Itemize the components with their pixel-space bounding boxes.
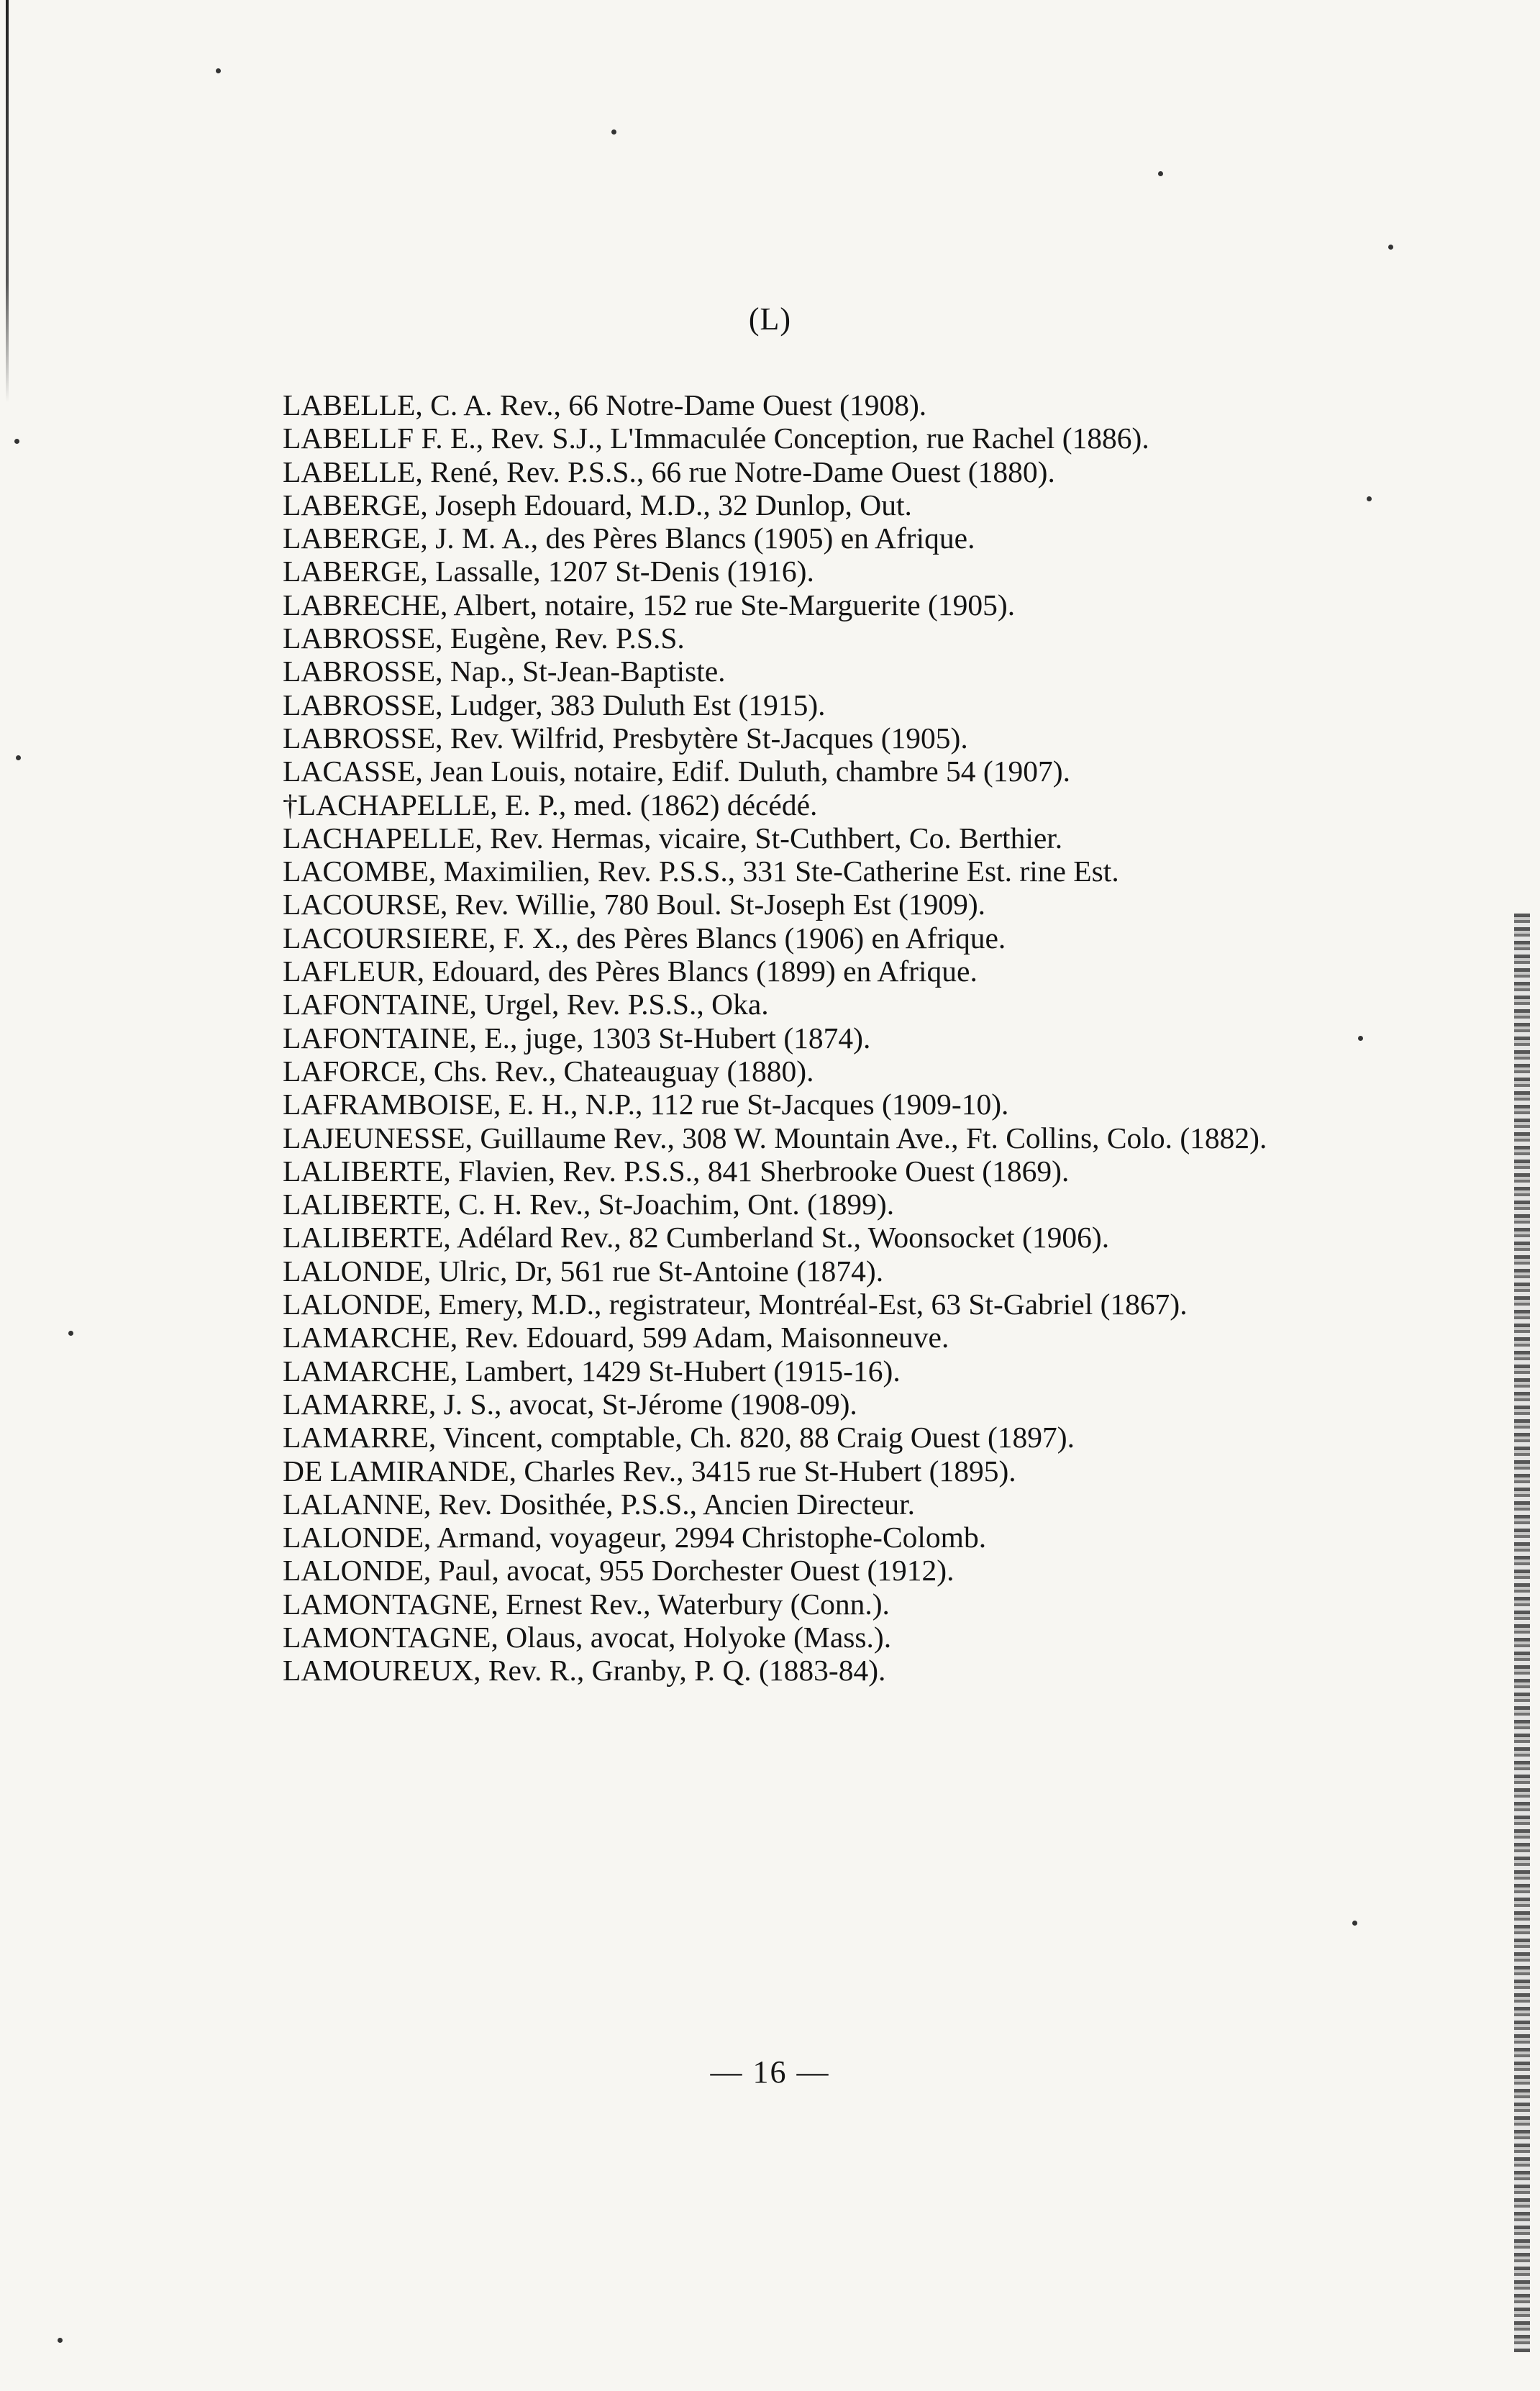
- scan-speck: [1158, 171, 1163, 176]
- directory-entry: LALONDE, Emery, M.D., registrateur, Montréal-Est, 63 St-Gabriel (1867).: [283, 1288, 1188, 1321]
- scan-speck: [16, 755, 21, 760]
- directory-entry: LALIBERTE, Flavien, Rev. P.S.S., 841 Sherbrooke Ouest (1869).: [283, 1154, 1070, 1188]
- scan-speck: [1367, 496, 1372, 501]
- directory-entry: LABROSSE, Ludger, 383 Duluth Est (1915).: [283, 688, 826, 721]
- directory-entry: LALONDE, Armand, voyageur, 2994 Christophe-Colomb.: [283, 1521, 987, 1554]
- directory-entry: LABELLE, René, Rev. P.S.S., 66 rue Notre-Dame Ouest (1880).: [283, 455, 1055, 488]
- directory-entry: LABELLF F. E., Rev. S.J., L'Immaculée Conception, rue Rachel (1886).: [283, 422, 1149, 455]
- directory-entry: LABROSSE, Eugène, Rev. P.S.S.: [283, 621, 685, 655]
- scan-speck: [68, 1331, 73, 1336]
- directory-entry: LABROSSE, Rev. Wilfrid, Presbytère St-Jacques (1905).: [283, 721, 968, 755]
- scan-speck: [1358, 1036, 1363, 1041]
- directory-entry: LABERGE, J. M. A., des Pères Blancs (1905) en Afrique.: [283, 522, 975, 555]
- directory-entry: LACOURSIERE, F. X., des Pères Blancs (1906) en Afrique.: [283, 921, 1006, 955]
- directory-entry: LALONDE, Ulric, Dr, 561 rue St-Antoine (1874).: [283, 1254, 884, 1288]
- directory-entry: LAMOUREUX, Rev. R., Granby, P. Q. (1883-84).: [283, 1654, 886, 1688]
- directory-entry: LAMARCHE, Rev. Edouard, 599 Adam, Maisonneuve.: [283, 1321, 949, 1354]
- scan-speck: [14, 439, 19, 444]
- scan-speck: [1388, 245, 1393, 250]
- directory-entry: LAMONTAGNE, Ernest Rev., Waterbury (Conn.).: [283, 1587, 890, 1621]
- directory-entry: LALONDE, Paul, avocat, 955 Dorchester Ouest (1912).: [283, 1554, 954, 1588]
- directory-entry: LABERGE, Lassalle, 1207 St-Denis (1916).: [283, 555, 814, 588]
- directory-entry: LAFONTAINE, E., juge, 1303 St-Hubert (1874).: [283, 1021, 871, 1055]
- directory-entry: LACHAPELLE, Rev. Hermas, vicaire, St-Cuthbert, Co. Berthier.: [283, 821, 1063, 855]
- scan-edge-left: [6, 0, 9, 403]
- directory-entry: LAFLEUR, Edouard, des Pères Blancs (1899) en Afrique.: [283, 955, 978, 988]
- scan-speck: [58, 2338, 63, 2343]
- directory-list: [283, 388, 1275, 1688]
- directory-entry: LABROSSE, Nap., St-Jean-Baptiste.: [283, 655, 726, 688]
- directory-entry: LALANNE, Rev. Dosithée, P.S.S., Ancien Directeur.: [283, 1487, 916, 1521]
- scan-speck: [216, 68, 221, 73]
- scan-speck: [1352, 1921, 1357, 1926]
- directory-entry: DE LAMIRANDE, Charles Rev., 3415 rue St-Hubert (1895).: [283, 1454, 1016, 1488]
- directory-entry: LABELLE, C. A. Rev., 66 Notre-Dame Ouest (1908).: [283, 388, 927, 422]
- directory-entry: LALIBERTE, C. H. Rev., St-Joachim, Ont. (1899).: [283, 1188, 895, 1221]
- page-number: — 16 —: [710, 2054, 830, 2090]
- scan-edge-right: [1514, 914, 1530, 2352]
- directory-entry: LAMARRE, Vincent, comptable, Ch. 820, 88 Craig Ouest (1897).: [283, 1421, 1075, 1454]
- directory-entry: LAMONTAGNE, Olaus, avocat, Holyoke (Mass.).: [283, 1620, 892, 1654]
- directory-entry: LABERGE, Joseph Edouard, M.D., 32 Dunlop, Out.: [283, 488, 912, 522]
- directory-entry: LALIBERTE, Adélard Rev., 82 Cumberland St., Woonsocket (1906).: [283, 1221, 1110, 1254]
- directory-entry: LAFRAMBOISE, E. H., N.P., 112 rue St-Jacques (1909-10).: [283, 1088, 1009, 1121]
- directory-entry: LABRECHE, Albert, notaire, 152 rue Ste-Marguerite (1905).: [283, 588, 1016, 621]
- directory-entry: †LACHAPELLE, E. P., med. (1862) décédé.: [283, 788, 818, 821]
- directory-entry: LACOURSE, Rev. Willie, 780 Boul. St-Joseph Est (1909).: [283, 888, 986, 921]
- scan-speck: [611, 129, 616, 135]
- directory-entry: LAMARCHE, Lambert, 1429 St-Hubert (1915-16).: [283, 1354, 901, 1388]
- directory-entry: LAFONTAINE, Urgel, Rev. P.S.S., Oka.: [283, 988, 769, 1021]
- directory-entry: LACASSE, Jean Louis, notaire, Edif. Duluth, chambre 54 (1907).: [283, 755, 1070, 788]
- directory-entry: LAFORCE, Chs. Rev., Chateauguay (1880).: [283, 1054, 814, 1088]
- directory-entry: LAMARRE, J. S., avocat, St-Jérome (1908-09).: [283, 1387, 857, 1421]
- directory-entry: LACOMBE, Maximilien, Rev. P.S.S., 331 Ste-Catherine Est. rine Est.: [283, 855, 1119, 888]
- directory-entry: LAJEUNESSE, Guillaume Rev., 308 W. Mountain Ave., Ft. Collins, Colo. (1882).: [283, 1121, 1267, 1154]
- section-letter-heading: (L): [748, 301, 792, 337]
